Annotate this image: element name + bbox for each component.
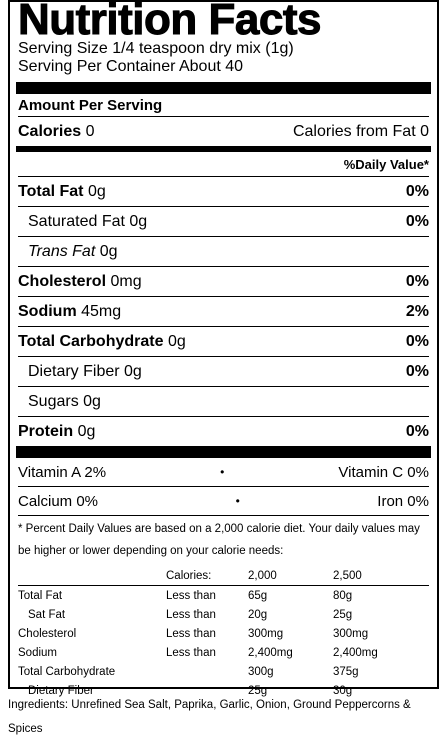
bullet-dot: • bbox=[220, 465, 225, 479]
thick-divider bbox=[16, 82, 431, 94]
vitamin-row-2: Calcium 0% • Iron 0% bbox=[18, 486, 429, 515]
nutrient-row-sugars: Sugars 0g bbox=[18, 386, 429, 416]
bullet-dot: • bbox=[235, 494, 240, 508]
daily-value-header: %Daily Value* bbox=[343, 156, 429, 172]
dv-table-row: Cholesterol Less than 300mg 300mg bbox=[18, 627, 369, 640]
nutrient-row-trans-fat: Trans Fat 0g bbox=[18, 236, 429, 266]
daily-value-table bbox=[18, 566, 429, 700]
dv-table-row: Sat Fat Less than 20g 25g bbox=[28, 608, 353, 621]
dv-table-row: Dietary Fiber 25g 30g bbox=[28, 684, 353, 697]
calories-row bbox=[18, 116, 429, 146]
calories-label: Calories bbox=[18, 122, 82, 140]
ingredients-text: Ingredients: Unrefined Sea Salt, Paprika, Garlic, Onion, Ground Peppercorns & Spices bbox=[8, 699, 411, 735]
vitamin-row-1: Vitamin A 2% • Vitamin C 0% bbox=[18, 463, 429, 481]
serving-size: Serving Size 1/4 teaspoon dry mix (1g) bbox=[18, 40, 294, 57]
thick-divider-2 bbox=[16, 446, 431, 458]
nutrient-row-cholesterol: Cholesterol 0mg 0% bbox=[18, 266, 429, 296]
calories-value: 0 bbox=[85, 122, 95, 140]
nutrition-label bbox=[8, 0, 439, 697]
servings-per-container: Serving Per Container About 40 bbox=[18, 58, 244, 75]
label-title: Nutrition Facts bbox=[18, 0, 321, 44]
nutrient-row-saturated-fat: Saturated Fat 0g 0% bbox=[18, 206, 429, 236]
dv-table-header: Calories: 2,000 2,500 bbox=[18, 566, 429, 586]
dv-table-row: Sodium Less than 2,400mg 2,400mg bbox=[18, 646, 378, 659]
nutrient-row-dietary-fiber: Dietary Fiber 0g 0% bbox=[18, 356, 429, 386]
nutrient-row-sodium: Sodium 45mg 2% bbox=[18, 296, 429, 326]
nutrient-row-total-carbohydrate: Total Carbohydrate 0g 0% bbox=[18, 326, 429, 356]
daily-value-footnote: * Percent Daily Values are based on a 2,000 calorie diet. Your daily values may be higher or lower depending on your calorie needs: bbox=[18, 515, 429, 562]
calories-from-fat: Calories from Fat 0 bbox=[292, 122, 429, 140]
amount-per-serving: Amount Per Serving bbox=[18, 96, 163, 114]
dv-table-row: Total Carbohydrate 300g 375g bbox=[18, 665, 359, 678]
nutrient-row-total-fat: Total Fat 0g 0% bbox=[18, 176, 429, 206]
nutrient-row-protein: Protein 0g 0% bbox=[18, 416, 429, 446]
dv-table-row: Total Fat Less than 65g 80g bbox=[18, 589, 353, 602]
